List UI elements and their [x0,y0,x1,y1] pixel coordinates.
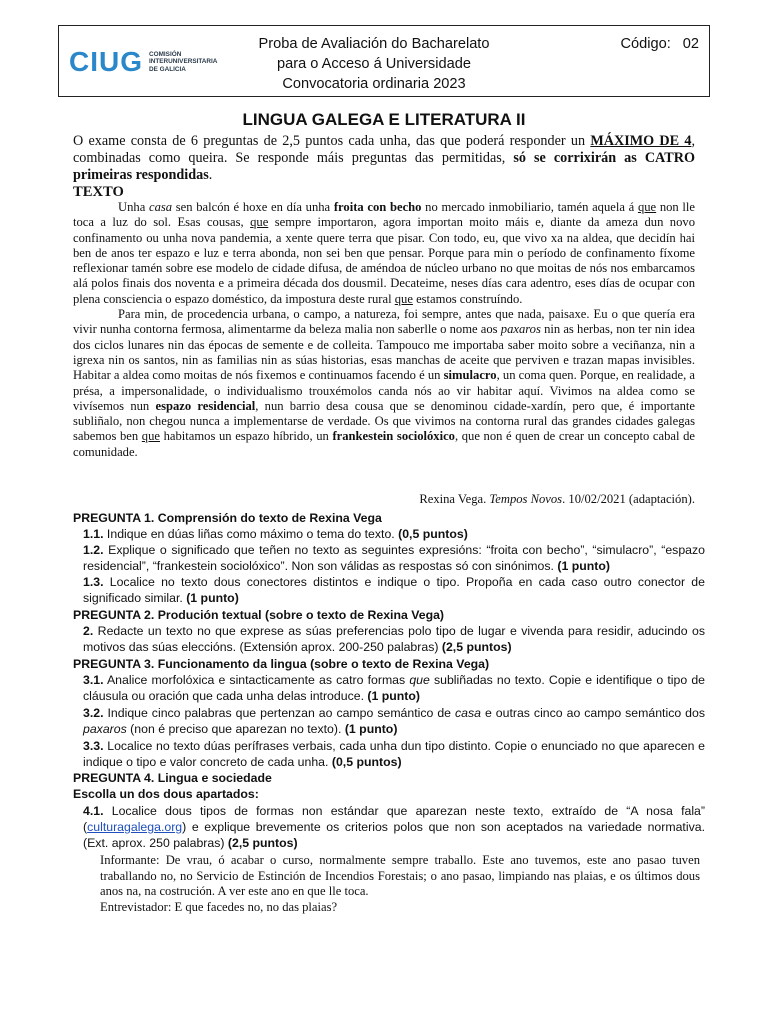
culturagalega-link[interactable]: culturagalega.org [87,820,183,834]
question-4-heading: PREGUNTA 4. Lingua e sociedade [73,771,272,785]
exam-code [620,34,699,54]
logo-mark: CIUG [69,46,143,77]
code-value: 02 [682,36,699,52]
question-1-1: 1.1. Indique en dúas liñas como máximo o tema do texto. (0,5 puntos) [83,527,468,541]
question-4-1: 4.1. Localice dous tipos de formas non estándar que aparezan neste texto, extraído de “A nosa fala” (culturagalega.org) e explique brevemente os criterios polos que non son aceptados na variedade normativa. (Ext. aprox. 250 palabras) (2,5 puntos) [83,804,705,850]
interviewer-line: Entrevistador: E que facedes no, no das plaias? [100,899,338,914]
exam-instructions: O exame consta de 6 preguntas de 2,5 puntos cada unha, das que poderá responder un MÁXIMO DE 4, combinadas como queira. Se responde máis preguntas das permitidas, só se corrixirán as CATRO primeiras respondidas. [73,133,695,183]
exam-header [58,25,710,97]
question-2: 2. Redacte un texto no que exprese as súas preferencias polo tipo de lugar e vivenda para residir, aducindo os motivos das súas eleccións. (Extensión aprox. 200-250 palabras) (2,5 puntos) [83,624,705,654]
logo-text: COMISIÓN INTERUNIVERSITARIA DE GALICIA [149,51,218,73]
paragraph-2: Para min, de procedencia urbana, o campo, a natureza, foi sempre, antes que nada, paisaxe. Eu o que quería era vivir nunha contorna fermosa, alimentarme da beleza malia non saberlle o nome aos paxaros nin as herbas, non ter nin idea dos ciclos lunares nin das épocas de semente e de colleita. Tampouco me importaba saber moito sobre a veciñanza, nin a igrexa nin os santos, nin as familias nin as súas historias, esas manchas de aceite que perviven e trazan mapas invisibles. Habitar a aldea como moitas de nós fixemos e continuamos facendo é un simulacro, un coma quen. Porque, en realidade, a présa, a impersonalidade, o individualismo trouxémolos canda nós ao vir habitar aquí. Vivimos na aldea como se vivísemos nun espazo residencial, nun barrio desa cousa que se denominou cidade-xardín, pero que, é importante subliñalo, non chegou nunca a implementarse de verdade. Os que vivimos na contorna rural das grandes cidades galegas sabemos ben que habitamos un espazo híbrido, un frankestein sociolóxico, que non é quen de crear un concepto cabal de comunidade. [73,307,696,459]
text-source: Rexina Vega. Tempos Novos. 10/02/2021 (adaptación). [419,492,695,506]
reading-text [73,200,695,460]
page-title: LINGUA GALEGA E LITERATURA II [242,110,526,129]
exam-line-1: Proba de Avaliación do Bacharelato [258,36,490,52]
exam-info [59,34,709,94]
question-4-instruction: Escolla un dos dous apartados: [73,787,259,801]
question-2-heading: PREGUNTA 2. Produción textual (sobre o texto de Rexina Vega) [73,608,445,622]
exam-line-3: Convocatoria ordinaria 2023 [282,76,466,92]
interview-excerpt [100,853,700,915]
exam-line-2: para o Acceso á Universidade [277,56,471,72]
paragraph-1: Unha casa sen balcón é hoxe en día unha froita con becho no mercado inmobiliario, tamén aquela á que non lle toca a luz do sol. Esas cousas, que sempre importaron, agora importan moito máis e, diante da ameza dun novo confinamento ou unha nova pandemia, a xente quere terra que pisar. Con todo, eu, que vivo xa na aldea, que decidín hai ben de anos ter espazo e luz e terra abonda, non sei ben que pensar. Porque para min o período de confinamento fíxome reflexionar tamén sobre ese modelo de cidade difusa, de améndoa de núcleo urbano no que moitas de nós nos embarcamos alá polos finais dos noventa e a primeira década dos dousmil. Decateime, neses días cara adentro, eses días de ocupar con plena consciencia o espazo doméstico, da impostura deste rural que estamos construíndo. [73,200,695,306]
question-3-heading: PREGUNTA 3. Funcionamento da lingua (sobre o texto de Rexina Vega) [73,657,490,671]
question-3-3: 3.3. Localice no texto dúas perífrases verbais, cada unha dun tipo distinto. Copie o enunciado no que aparecen e indique o tipo e valor concreto de cada unha. (0,5 puntos) [83,739,705,769]
question-3-1: 3.1. Analice morfolóxica e sintacticamente as catro formas que subliñadas no texto. Copie e identifique o tipo de cláusula ou oración que cada unha delas introduce. (1 punto) [83,673,705,703]
question-3-2: 3.2. Indique cinco palabras que pertenzan ao campo semántico de casa e outras cinco ao campo semántico dos paxaros (non é preciso que aparezan no texto). (1 punto) [83,706,705,736]
code-label: Código: [620,36,671,52]
question-1-heading: PREGUNTA 1. Comprensión do texto de Rexina Vega [73,511,382,525]
question-1-2: 1.2. Explique o significado que teñen no texto as seguintes expresións: “froita con becho”, “simulacro”, “espazo residencial”, “frankestein sociolóxico”. Non son válidas as respostas só con sinónimos. (1 punto) [83,543,705,573]
text-heading: TEXTO [73,184,124,200]
informant-line: Informante: De vrau, ó acabar o curso, normalmente sempre traballo. Este ano tuvemos, este ano pasao tuven traballando no, no Servicio de Estinción de Incendios Forestais; o ano pasao, limpiando nas plaias, e os últimos dous anos na, na costrución. A ver este ano en que lle toca. [100,853,700,898]
question-1-3: 1.3. Localice no texto dous conectores distintos e indique o tipo. Propoña en cada caso outro conector de significado similar. (1 punto) [83,575,705,605]
